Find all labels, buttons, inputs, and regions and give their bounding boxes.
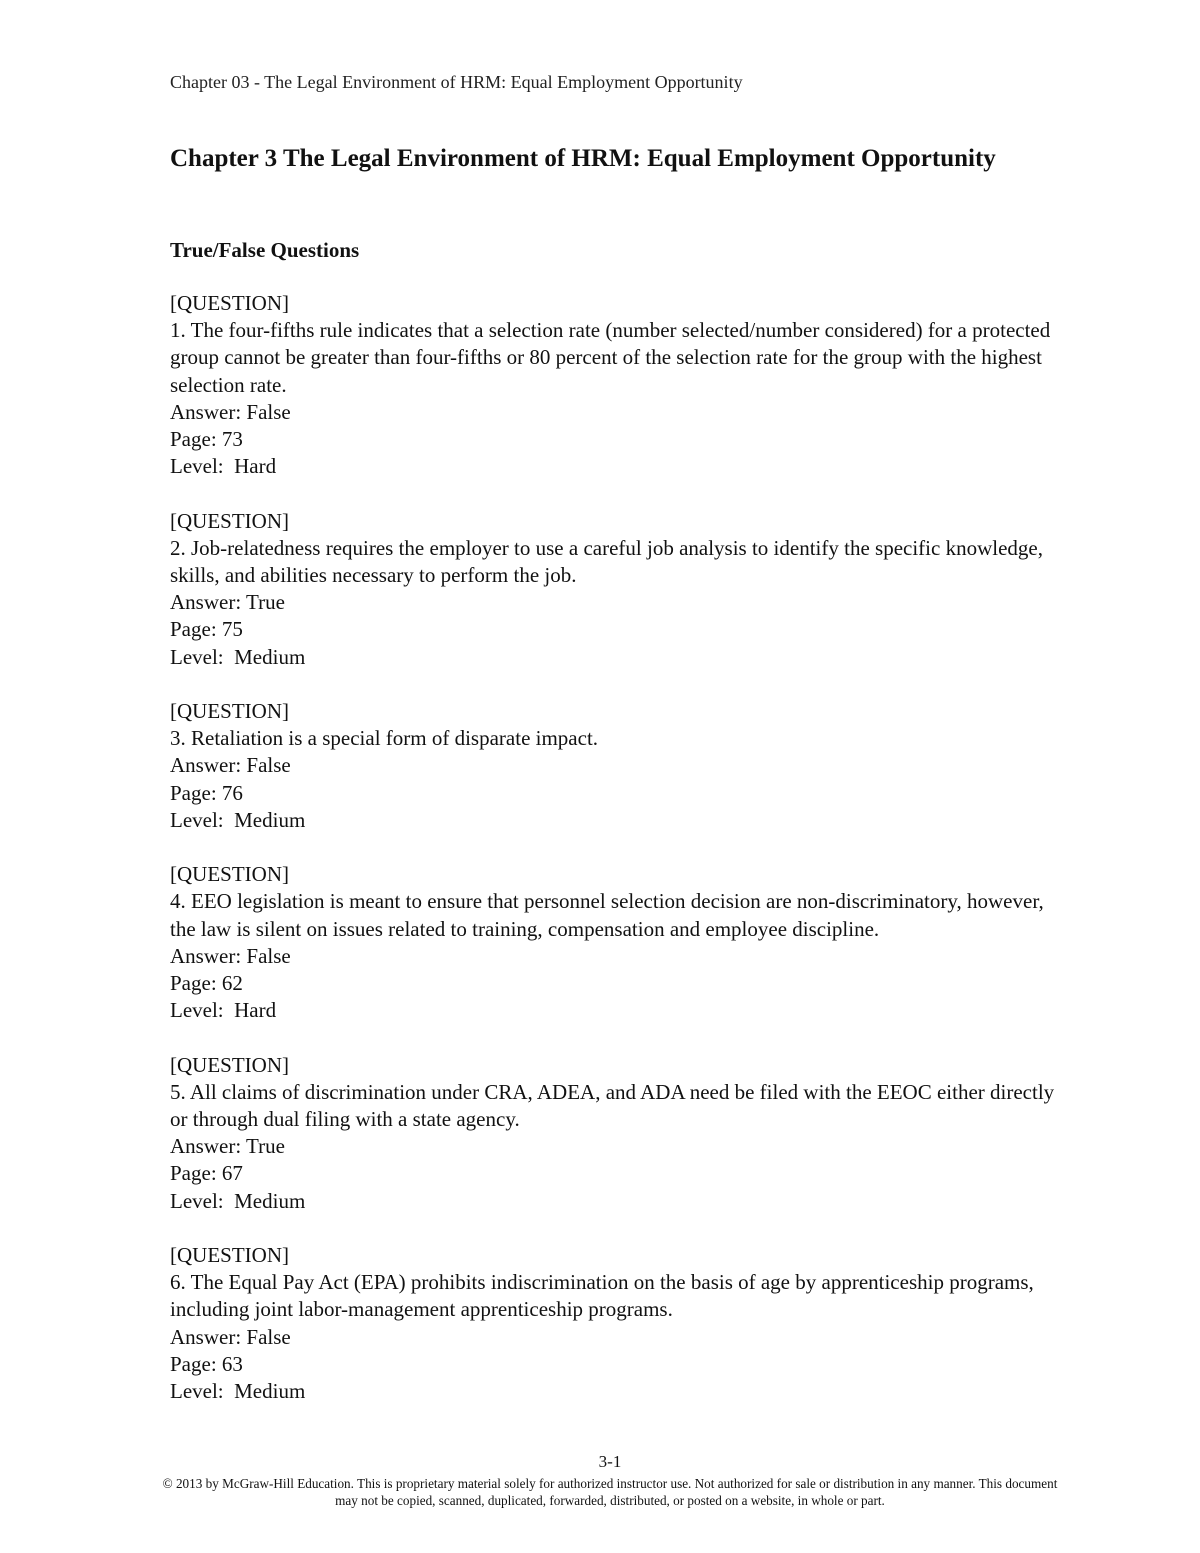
question-item [170, 698, 1070, 834]
question-item [170, 861, 1070, 1024]
document-title: Chapter 3 The Legal Environment of HRM: Equal Employment Opportunity [170, 145, 996, 172]
page-footer [150, 1452, 1070, 1509]
question-text: 3. Retaliation is a special form of disparate impact. [170, 726, 599, 751]
question-tag: [QUESTION] [170, 699, 289, 724]
question-tag: [QUESTION] [170, 1052, 289, 1077]
question-page: Page: 63 [170, 1351, 243, 1376]
question-answer: Answer: True [170, 1134, 285, 1159]
running-header: Chapter 03 - The Legal Environment of HRM: Equal Employment Opportunity [170, 72, 743, 92]
question-tag: [QUESTION] [170, 862, 289, 887]
question-item [170, 1242, 1070, 1405]
question-level: Level: Medium [170, 1188, 306, 1213]
question-answer: Answer: False [170, 753, 291, 778]
question-answer: Answer: False [170, 1324, 291, 1349]
section-heading: True/False Questions [170, 238, 360, 262]
question-tag: [QUESTION] [170, 508, 289, 533]
question-item [170, 290, 1070, 480]
question-item [170, 508, 1070, 671]
question-answer: Answer: False [170, 943, 291, 968]
question-text: 4. EEO legislation is meant to ensure that personnel selection decision are non-discriminatory, however, the law is silent on issues related to training, compensation and employee discipline. [170, 889, 1049, 941]
question-page: Page: 75 [170, 617, 243, 642]
question-page: Page: 67 [170, 1161, 243, 1186]
question-answer: Answer: False [170, 399, 291, 424]
question-list [170, 290, 1070, 1432]
question-tag: [QUESTION] [170, 1243, 289, 1268]
question-text: 6. The Equal Pay Act (EPA) prohibits indiscrimination on the basis of age by apprenticeship programs, including joint labor-management apprenticeship programs. [170, 1270, 1040, 1322]
question-tag: [QUESTION] [170, 291, 289, 315]
question-page: Page: 62 [170, 971, 243, 996]
question-level: Level: Medium [170, 644, 306, 669]
question-item [170, 1052, 1070, 1215]
question-text: 5. All claims of discrimination under CRA, ADEA, and ADA need be filed with the EEOC either directly or through dual filing with a state agency. [170, 1079, 1060, 1132]
question-level: Level: Medium [170, 1379, 306, 1404]
question-level: Level: Medium [170, 807, 306, 832]
question-page: Page: 76 [170, 780, 243, 805]
question-level: Level: Hard [170, 998, 277, 1023]
copyright-notice: © 2013 by McGraw-Hill Education. This is proprietary material solely for authorized instructor use. Not authorized for sale or distribution in any manner. This document may not be copied, scanned, duplicated, forwarded, distributed, or posted on a website, in whole or part. [162, 1476, 1058, 1508]
page-number: 3-1 [598, 1452, 622, 1471]
question-text: 1. The four-fifths rule indicates that a selection rate (number selected/number considered) for a protected group cannot be greater than four-fifths or 80 percent of the selection rate for the group with the highest selection rate. [170, 318, 1056, 397]
question-page: Page: 73 [170, 427, 243, 452]
question-answer: Answer: True [170, 590, 285, 615]
question-level: Level: Hard [170, 454, 277, 479]
question-text: 2. Job-relatedness requires the employer to use a careful job analysis to identify the specific knowledge, skills, and abilities necessary to perform the job. [170, 535, 1049, 588]
